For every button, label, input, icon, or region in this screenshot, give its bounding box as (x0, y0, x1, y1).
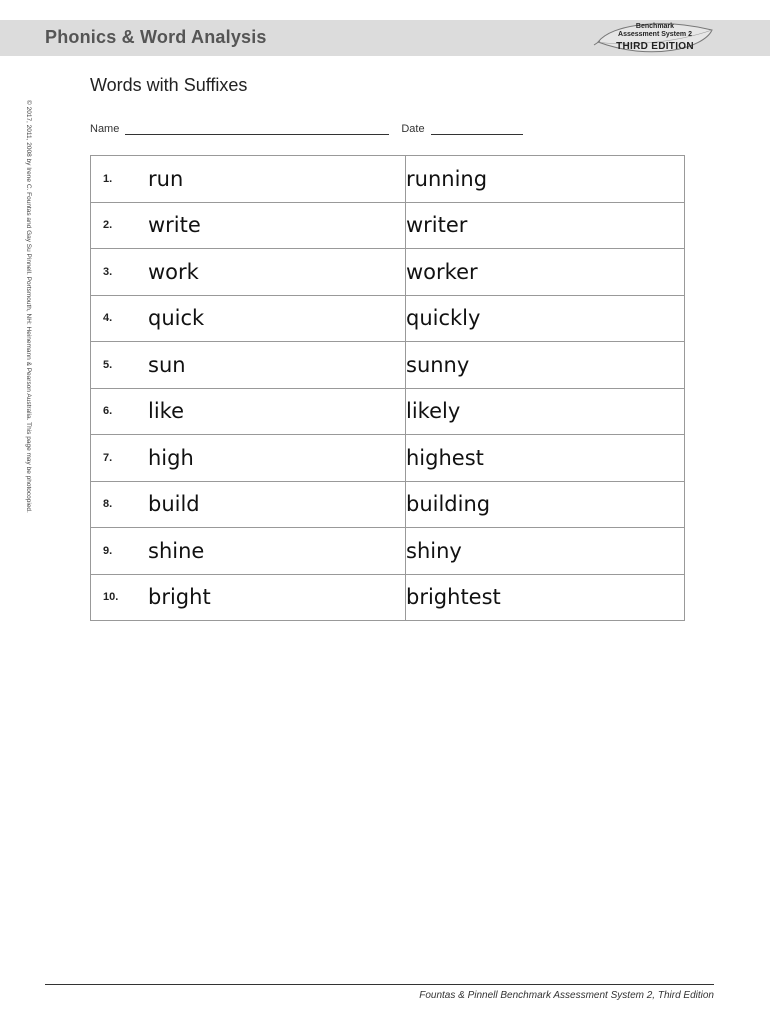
name-field[interactable] (125, 134, 389, 135)
table-row (91, 156, 685, 203)
base-cell (91, 574, 406, 621)
base-word: write (148, 213, 201, 238)
row-number: 3. (103, 265, 113, 278)
base-cell (91, 202, 406, 249)
page-heading: Words with Suffixes (90, 75, 248, 95)
table-row (91, 481, 685, 528)
base-word: quick (148, 306, 205, 331)
base-cell (91, 156, 406, 203)
table-row (91, 388, 685, 435)
base-word: sun (148, 352, 186, 377)
word-table (90, 155, 685, 621)
suffixed-word: likely (406, 388, 685, 435)
table-row (91, 202, 685, 249)
footer-rule (45, 984, 714, 985)
base-cell (91, 249, 406, 296)
table-row (91, 295, 685, 342)
base-cell (91, 528, 406, 575)
row-number: 6. (103, 405, 113, 418)
copyright-notice: © 2017, 2011, 2008 by Irene C. Fountas and Gay Su Pinnell. Portsmouth, NH: Heinemann & Pearson Australia. This page may be photocopied. (25, 100, 32, 513)
row-number: 2. (103, 219, 113, 232)
table-row (91, 435, 685, 482)
base-cell (91, 342, 406, 389)
name-date-row (90, 123, 523, 135)
row-number: 5. (103, 358, 113, 371)
suffixed-word: brightest (406, 574, 685, 621)
base-word: shine (148, 538, 205, 563)
base-cell (91, 435, 406, 482)
base-cell (91, 481, 406, 528)
badge-line-3: THIRD EDITION (616, 41, 694, 52)
table-row (91, 249, 685, 296)
date-label: Date (401, 123, 425, 135)
header-title: Phonics & Word Analysis (45, 27, 267, 47)
row-number: 7. (103, 451, 113, 464)
suffixed-word: writer (406, 202, 685, 249)
base-word: high (148, 445, 194, 470)
base-word: run (148, 166, 184, 191)
footer-text: Fountas & Pinnell Benchmark Assessment System 2, Third Edition (419, 990, 714, 1001)
row-number: 8. (103, 498, 113, 511)
base-cell (91, 295, 406, 342)
base-word: bright (148, 585, 211, 610)
suffixed-word: quickly (406, 295, 685, 342)
base-word: build (148, 492, 200, 517)
suffixed-word: running (406, 156, 685, 203)
base-word: like (148, 399, 185, 424)
table-row (91, 342, 685, 389)
name-label: Name (90, 123, 120, 135)
badge-line-1: Benchmark (635, 23, 675, 30)
badge-line-2: Assessment System 2 (618, 31, 692, 38)
suffixed-word: highest (406, 435, 685, 482)
suffixed-word: shiny (406, 528, 685, 575)
row-number: 9. (103, 544, 113, 557)
suffixed-word: sunny (406, 342, 685, 389)
row-number: 10. (103, 591, 119, 604)
row-number: 1. (103, 172, 113, 185)
table-row (91, 574, 685, 621)
date-field[interactable] (431, 134, 523, 135)
row-number: 4. (103, 312, 113, 325)
edition-badge (592, 18, 718, 62)
table-row (91, 528, 685, 575)
base-cell (91, 388, 406, 435)
suffixed-word: worker (406, 249, 685, 296)
suffixed-word: building (406, 481, 685, 528)
base-word: work (148, 259, 199, 284)
